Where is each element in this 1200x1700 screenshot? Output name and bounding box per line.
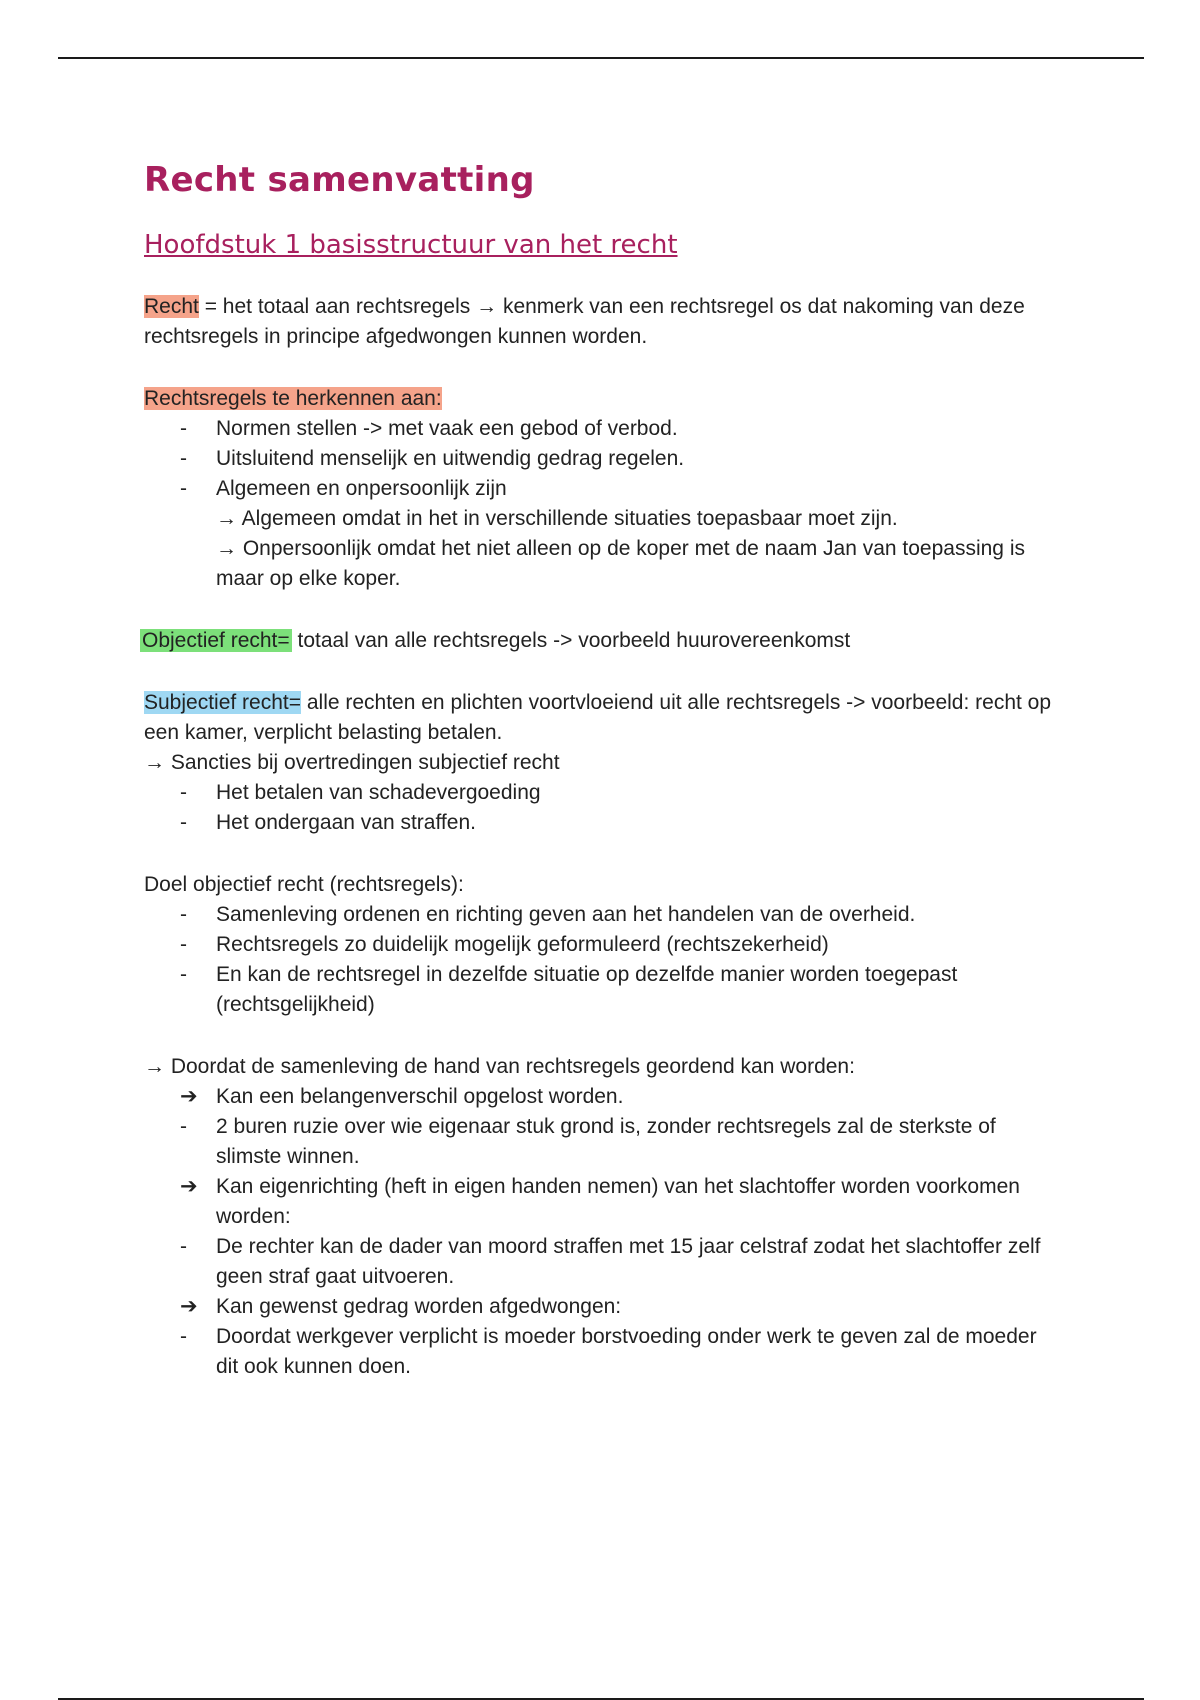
dash-marker: - — [180, 963, 187, 986]
recht-text: = het totaal aan rechtsregels → kenmerk van een rechtsregel os dat nakoming van deze rechtsregels in principe afgedwongen kunnen worden. — [144, 295, 1025, 348]
list-item: - Het ondergaan van straffen. — [144, 808, 1064, 838]
list-item: - En kan de rechtsregel in dezelfde situatie op dezelfde manier worden toegepast (rechtsgelijkheid) — [144, 960, 1064, 1020]
list-item: - Rechtsregels zo duidelijk mogelijk geformuleerd (rechtszekerheid) — [144, 930, 1064, 960]
list-item: ➔ Kan een belangenverschil opgelost worden. — [144, 1082, 1064, 1112]
dash-marker: - — [180, 933, 187, 956]
objectief-term: Objectief recht= — [142, 629, 290, 652]
sancties-list — [144, 778, 1064, 838]
list-item: - 2 buren ruzie over wie eigenaar stuk grond is, zonder rechtsregels zal de sterkste of slimste winnen. — [144, 1112, 1064, 1172]
dash-marker: - — [180, 1325, 187, 1348]
document-body — [144, 160, 1064, 1382]
list-item: - Samenleving ordenen en richting geven aan het handelen van de overheid. — [144, 900, 1064, 930]
subjectief-definition — [144, 688, 1064, 748]
bold-arrow-icon: ➔ — [180, 1295, 198, 1318]
dash-marker: - — [180, 903, 187, 926]
list-item: - Algemeen en onpersoonlijk zijn — [144, 474, 1064, 504]
list-item: - Normen stellen -> met vaak een gebod of verbod. — [144, 414, 1064, 444]
dash-marker: - — [180, 811, 187, 834]
list-item: - Het betalen van schadevergoeding — [144, 778, 1064, 808]
recht-definition — [144, 292, 1064, 352]
dash-marker: - — [180, 417, 187, 440]
objectief-definition — [144, 626, 1064, 656]
objectief-text: totaal van alle rechtsregels -> voorbeeld huurovereenkomst — [291, 629, 851, 652]
dash-marker: - — [180, 477, 187, 500]
doordat-group-3 — [144, 1292, 1064, 1382]
herkennen-heading — [144, 384, 1064, 414]
dash-marker: - — [180, 781, 187, 804]
list-item: - Doordat werkgever verplicht is moeder borstvoeding onder werk te geven zal de moeder dit ook kunnen doen. — [144, 1322, 1064, 1382]
chapter-heading: Hoofdstuk 1 basisstructuur van het recht — [144, 230, 678, 260]
dash-marker: - — [180, 447, 187, 470]
top-rule — [58, 57, 1144, 59]
sancties-line: → Sancties bij overtredingen subjectief recht — [144, 751, 560, 774]
dash-marker: - — [180, 1235, 187, 1258]
algemeen-explanation: → Algemeen omdat in het in verschillende situaties toepasbaar moet zijn. — [216, 507, 898, 530]
list-item: ➔ Kan eigenrichting (heft in eigen handen nemen) van het slachtoffer worden voorkomen worden: — [144, 1172, 1064, 1232]
onpersoonlijk-explanation: → Onpersoonlijk omdat het niet alleen op de koper met de naam Jan van toepassing is maar op elke koper. — [216, 537, 1025, 590]
subjectief-text: alle rechten en plichten voortvloeiend uit alle rechtsregels -> voorbeeld: recht op een kamer, verplicht belasting betalen. — [144, 691, 1052, 744]
doordat-intro: → Doordat de samenleving de hand van rechtsregels geordend kan worden: — [144, 1055, 855, 1078]
doel-list — [144, 900, 1064, 1020]
doel-heading: Doel objectief recht (rechtsregels): — [144, 873, 464, 896]
list-item: - De rechter kan de dader van moord straffen met 15 jaar celstraf zodat het slachtoffer zelf geen straf gaat uitvoeren. — [144, 1232, 1064, 1292]
herkennen-list — [144, 414, 1064, 504]
list-item: - Uitsluitend menselijk en uitwendig gedrag regelen. — [144, 444, 1064, 474]
doordat-group-1 — [144, 1082, 1064, 1172]
herkennen-heading-text: Rechtsregels te herkennen aan: — [144, 387, 442, 410]
list-item: ➔ Kan gewenst gedrag worden afgedwongen: — [144, 1292, 1064, 1322]
document-title: Recht samenvatting — [144, 160, 535, 200]
dash-marker: - — [180, 1115, 187, 1138]
recht-term: Recht — [144, 295, 199, 318]
subjectief-term: Subjectief recht= — [144, 691, 302, 714]
bold-arrow-icon: ➔ — [180, 1085, 198, 1108]
doordat-group-2 — [144, 1172, 1064, 1292]
bold-arrow-icon: ➔ — [180, 1175, 198, 1198]
